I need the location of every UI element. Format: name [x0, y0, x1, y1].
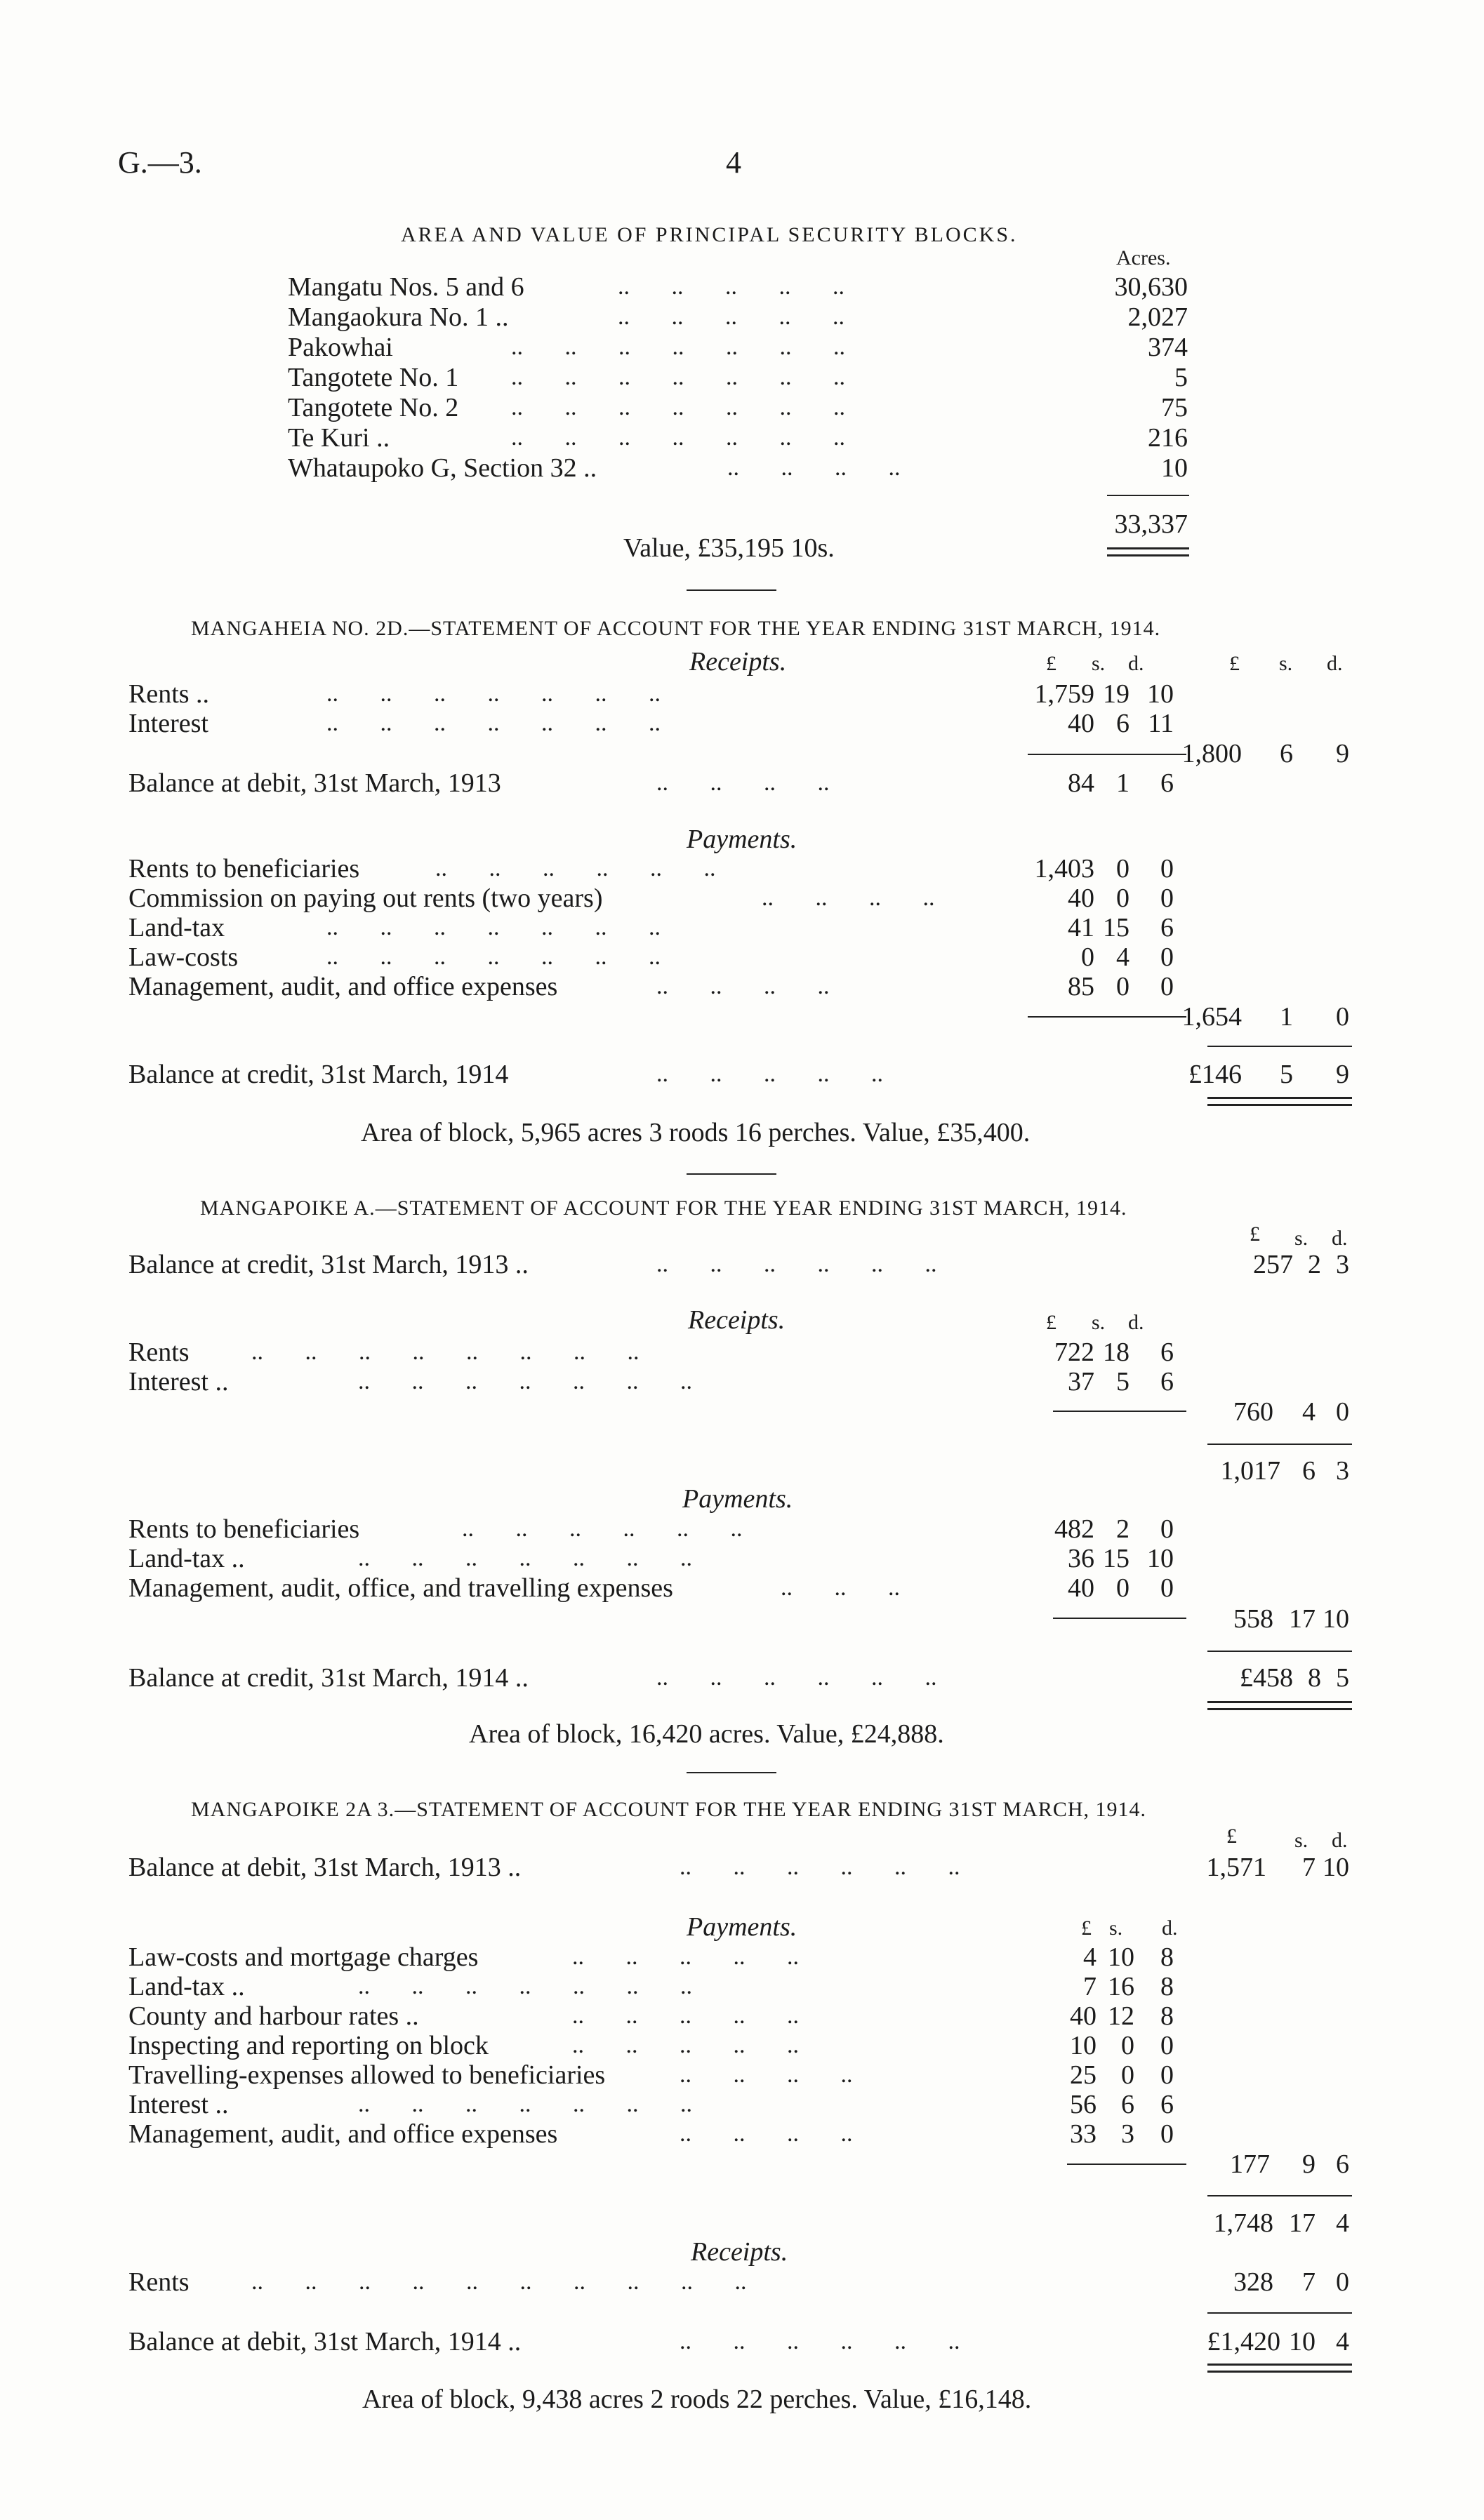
total-pounds: 1,800: [1181, 739, 1242, 768]
amount-pounds: 10: [1070, 2031, 1097, 2060]
total-shillings: 8: [1308, 1663, 1321, 1693]
ledger-label: Interest ..: [128, 2090, 229, 2119]
amount-pounds: 40: [1068, 709, 1094, 738]
col-shillings: s.: [1294, 1829, 1309, 1852]
ledger-label: Interest: [128, 709, 208, 738]
total-pounds: 1,654: [1181, 1002, 1242, 1032]
col-shillings: s.: [1109, 1916, 1123, 1940]
ledger-label: Law-costs and mortgage charges: [128, 1942, 479, 1972]
leader-dots: .. .. .. .. .. ..: [680, 1854, 960, 1880]
total-shillings: 1: [1280, 1002, 1293, 1032]
total-pence: 5: [1336, 1663, 1349, 1693]
statement-title: MANGAPOIKE A.—STATEMENT OF ACCOUNT FOR THE YEAR ENDING 31ST MARCH, 1914.: [200, 1196, 1127, 1220]
leader-dots: .. .. .. .. ..: [618, 274, 844, 300]
amount-pounds: 40: [1068, 884, 1094, 913]
amount-pounds: 482: [1054, 1514, 1094, 1544]
ledger-label: Balance at credit, 31st March, 1914 ..: [128, 1663, 529, 1693]
amount-pounds: 722: [1054, 1338, 1094, 1367]
amount-pence: 11: [1148, 709, 1174, 738]
ledger-label: Balance at debit, 31st March, 1914 ..: [128, 2327, 522, 2356]
amount-shillings: 5: [1116, 1367, 1129, 1396]
amount-pence: 8: [1160, 1972, 1174, 2001]
security-row-acres: 374: [1148, 333, 1188, 362]
leader-dots: .. .. .. .. .. .. ..: [326, 914, 661, 940]
section-divider: [687, 1772, 776, 1773]
double-rule: [1207, 1097, 1352, 1106]
amount-shillings: 2: [1116, 1514, 1129, 1544]
security-row-acres: 5: [1174, 363, 1188, 392]
amount-shillings: 0: [1121, 2060, 1134, 2090]
total-pence: 4: [1336, 2327, 1349, 2356]
amount-pounds: 33: [1070, 2119, 1097, 2149]
payments-heading: Payments.: [687, 825, 797, 854]
receipts-heading: Receipts.: [689, 647, 787, 676]
leader-dots: .. .. .. .. ..: [572, 2032, 799, 2058]
section-divider: [687, 589, 776, 591]
total-pence: 9: [1336, 739, 1349, 768]
rule: [1207, 1046, 1352, 1047]
security-row-name: Te Kuri ..: [288, 423, 390, 453]
total-pounds: 760: [1233, 1397, 1273, 1427]
total-pence: 4: [1336, 2208, 1349, 2238]
security-row-acres: 2,027: [1127, 302, 1188, 332]
total-pounds: £1,420: [1207, 2327, 1280, 2356]
leader-dots: .. .. .. .. .. .. ..: [358, 1973, 692, 1999]
amount-pence: 0: [1160, 2060, 1174, 2090]
ledger-label: Management, audit, office, and travelling expenses: [128, 1573, 673, 1603]
amount-pence: 8: [1160, 2001, 1174, 2031]
col-pence: d.: [1327, 652, 1343, 675]
security-row-name: Whataupoko G, Section 32 ..: [288, 453, 597, 483]
amount-shillings: 15: [1103, 913, 1129, 942]
ledger-label: Land-tax ..: [128, 1972, 245, 2001]
amount-pence: 0: [1160, 1573, 1174, 1603]
double-rule: [1107, 547, 1189, 556]
amount-shillings: 15: [1103, 1544, 1129, 1573]
leader-dots: .. .. .. .. .. .. .. ..: [251, 1339, 640, 1365]
document-code: G.—3.: [118, 145, 202, 180]
col-pounds: £: [1250, 1222, 1260, 1246]
security-row-acres: 30,630: [1114, 272, 1188, 302]
ledger-label: Travelling-expenses allowed to beneficiaries: [128, 2060, 606, 2090]
amount-shillings: 1: [1116, 768, 1129, 798]
ledger-label: Rents to beneficiaries: [128, 854, 360, 884]
ledger-label: Management, audit, and office expenses: [128, 2119, 558, 2149]
leader-dots: .. .. .. ..: [727, 455, 901, 481]
area-of-block: Area of block, 9,438 acres 2 roods 22 perches. Value, £16,148.: [362, 2385, 1032, 2414]
security-row-name: Tangotete No. 1: [288, 363, 459, 392]
total-pence: 0: [1336, 1002, 1349, 1032]
col-pounds: £: [1046, 652, 1056, 675]
col-pounds: £: [1229, 652, 1240, 675]
leader-dots: .. .. .. .. ..: [572, 1944, 799, 1970]
ledger-label: Management, audit, and office expenses: [128, 972, 558, 1001]
rule: [1067, 2164, 1186, 2165]
col-pence: d.: [1128, 652, 1144, 675]
amount-pounds: 56: [1070, 2090, 1097, 2119]
ledger-label: Rents to beneficiaries: [128, 1514, 360, 1544]
rule: [1053, 1618, 1186, 1619]
leader-dots: .. .. .. .. .. ..: [656, 1251, 937, 1277]
ledger-label: Rents ..: [128, 679, 210, 709]
col-shillings: s.: [1092, 1311, 1106, 1334]
total-pounds: £146: [1188, 1060, 1242, 1089]
acres-label: Acres.: [1116, 246, 1171, 269]
leader-dots: .. .. .. .. ..: [618, 304, 844, 330]
amount-shillings: 19: [1103, 679, 1129, 709]
ledger-label: County and harbour rates ..: [128, 2001, 419, 2031]
total-pence: 9: [1336, 1060, 1349, 1089]
amount-pounds: 40: [1070, 2001, 1097, 2031]
ledger-label: Balance at debit, 31st March, 1913: [128, 768, 501, 798]
ledger-label: Rents: [128, 1338, 190, 1367]
leader-dots: .. .. .. .. .. .. ..: [511, 425, 845, 451]
total-pounds: 328: [1233, 2267, 1273, 2297]
leader-dots: .. .. .. ..: [680, 2121, 853, 2147]
total-shillings: 10: [1289, 2327, 1316, 2356]
leader-dots: .. .. .. .. ..: [572, 2003, 799, 2029]
amount-pounds: 1,403: [1034, 854, 1094, 884]
leader-dots: .. .. .. .. .. ..: [680, 2328, 960, 2354]
amount-pounds: 41: [1068, 913, 1094, 942]
leader-dots: .. .. .. .. .. .. ..: [326, 944, 661, 970]
leader-dots: .. .. .. .. ..: [656, 1061, 883, 1087]
security-title: AREA AND VALUE OF PRINCIPAL SECURITY BLOCKS.: [401, 223, 1018, 246]
leader-dots: .. .. .. .. .. .. ..: [358, 1368, 692, 1394]
leader-dots: .. .. .. .. .. ..: [656, 1665, 937, 1691]
security-row-name: Tangotete No. 2: [288, 393, 459, 422]
total-shillings: 5: [1280, 1060, 1293, 1089]
col-shillings: s.: [1092, 652, 1106, 675]
leader-dots: .. .. .. ..: [656, 770, 830, 796]
rule: [1207, 2312, 1352, 2314]
total-pounds: 558: [1233, 1604, 1273, 1634]
amount-shillings: 12: [1108, 2001, 1134, 2031]
amount-shillings: 0: [1116, 884, 1129, 913]
amount-pounds: 37: [1068, 1367, 1094, 1396]
col-pounds: £: [1226, 1825, 1237, 1848]
receipts-heading: Receipts.: [691, 2237, 788, 2267]
total-pence: 3: [1336, 1456, 1349, 1486]
col-shillings: s.: [1294, 1227, 1309, 1250]
col-pence: d.: [1332, 1227, 1348, 1250]
ledger-label: Rents: [128, 2267, 190, 2297]
amount-pence: 6: [1160, 913, 1174, 942]
leader-dots: .. .. .. .. .. .. ..: [511, 364, 845, 390]
security-value: Value, £35,195 10s.: [623, 533, 835, 563]
section-divider: [687, 1173, 776, 1175]
amount-pence: 10: [1147, 1544, 1174, 1573]
total-pence: 0: [1336, 2267, 1349, 2297]
amount-pence: 0: [1160, 942, 1174, 972]
amount-pounds: 1,759: [1034, 679, 1094, 709]
ledger-label: Balance at credit, 31st March, 1913 ..: [128, 1250, 529, 1279]
security-row-acres: 75: [1161, 393, 1188, 422]
leader-dots: .. .. .. .. .. ..: [462, 1516, 743, 1542]
ledger-label: Balance at debit, 31st March, 1913 ..: [128, 1853, 522, 1882]
total-shillings: 6: [1280, 739, 1293, 768]
amount-pence: 0: [1160, 972, 1174, 1001]
amount-shillings: 6: [1121, 2090, 1134, 2119]
total-pounds: 177: [1230, 2149, 1270, 2179]
amount-pence: 0: [1160, 884, 1174, 913]
amount-pence: 0: [1160, 854, 1174, 884]
total-pounds: 257: [1253, 1250, 1293, 1279]
total-pounds: 1,017: [1220, 1456, 1280, 1486]
amount-pounds: 36: [1068, 1544, 1094, 1573]
rule: [1053, 1411, 1186, 1412]
rule: [1207, 1651, 1352, 1652]
security-row-acres: 216: [1148, 423, 1188, 453]
total-shillings: 6: [1302, 1456, 1316, 1486]
amount-pence: 6: [1160, 1338, 1174, 1367]
payments-heading: Payments.: [687, 1912, 797, 1942]
security-total: 33,337: [1114, 509, 1188, 539]
col-pounds: £: [1081, 1916, 1092, 1940]
amount-shillings: 4: [1116, 942, 1129, 972]
leader-dots: .. .. .. ..: [680, 2062, 853, 2088]
security-row-acres: 10: [1161, 453, 1188, 483]
leader-dots: .. .. .. .. .. .. ..: [511, 394, 845, 420]
security-row-name: Mangatu Nos. 5 and 6: [288, 272, 524, 302]
ledger-label: Commission on paying out rents (two years): [128, 884, 603, 913]
amount-shillings: 0: [1116, 1573, 1129, 1603]
total-shillings: 17: [1289, 2208, 1316, 2238]
leader-dots: .. .. .. ..: [762, 885, 935, 911]
amount-pence: 6: [1160, 1367, 1174, 1396]
amount-pounds: 0: [1081, 942, 1094, 972]
rule: [1028, 754, 1186, 755]
rule: [1028, 1016, 1186, 1018]
col-pence: d.: [1332, 1829, 1348, 1852]
double-rule: [1207, 2364, 1352, 2373]
total-pence: 10: [1323, 1853, 1349, 1882]
leader-dots: .. .. .. .. .. .. ..: [511, 334, 845, 360]
rule: [1207, 2195, 1352, 2196]
leader-dots: .. .. .. .. .. .. .. .. .. ..: [251, 2269, 747, 2295]
leader-dots: .. .. ..: [781, 1575, 900, 1601]
total-pounds: 1,748: [1213, 2208, 1273, 2238]
amount-pence: 6: [1160, 2090, 1174, 2119]
total-pounds: £458: [1240, 1663, 1293, 1693]
leader-dots: .. .. .. .. .. .. ..: [326, 681, 661, 707]
security-row-name: Pakowhai: [288, 333, 393, 362]
amount-shillings: 0: [1116, 972, 1129, 1001]
ledger-label: Law-costs: [128, 942, 239, 972]
total-pence: 3: [1336, 1250, 1349, 1279]
amount-shillings: 3: [1121, 2119, 1134, 2149]
ledger-label: Land-tax ..: [128, 1544, 245, 1573]
area-of-block: Area of block, 5,965 acres 3 roods 16 perches. Value, £35,400.: [361, 1118, 1031, 1147]
col-shillings: s.: [1279, 652, 1293, 675]
total-shillings: 2: [1308, 1250, 1321, 1279]
rule: [1107, 495, 1189, 496]
payments-heading: Payments.: [682, 1484, 793, 1514]
security-row-name: Mangaokura No. 1 ..: [288, 302, 509, 332]
leader-dots: .. .. .. .. .. ..: [435, 855, 716, 881]
leader-dots: .. .. .. .. .. .. ..: [358, 1545, 692, 1571]
amount-pence: 0: [1160, 2031, 1174, 2060]
amount-shillings: 10: [1108, 1942, 1134, 1972]
amount-shillings: 6: [1116, 709, 1129, 738]
amount-pounds: 7: [1083, 1972, 1097, 2001]
amount-pence: 6: [1160, 768, 1174, 798]
leader-dots: .. .. .. .. .. .. ..: [326, 710, 661, 736]
amount-shillings: 0: [1121, 2031, 1134, 2060]
amount-pounds: 4: [1083, 1942, 1097, 1972]
amount-pounds: 40: [1068, 1573, 1094, 1603]
amount-shillings: 0: [1116, 854, 1129, 884]
rule: [1207, 1444, 1352, 1445]
double-rule: [1207, 1701, 1352, 1710]
total-shillings: 7: [1302, 2267, 1316, 2297]
total-shillings: 9: [1302, 2149, 1316, 2179]
amount-shillings: 18: [1103, 1338, 1129, 1367]
amount-pounds: 84: [1068, 768, 1094, 798]
statement-title: MANGAHEIA NO. 2D.—STATEMENT OF ACCOUNT FOR THE YEAR ENDING 31ST MARCH, 1914.: [191, 617, 1161, 640]
amount-pence: 8: [1160, 1942, 1174, 1972]
total-pounds: 1,571: [1206, 1853, 1266, 1882]
amount-pence: 0: [1160, 2119, 1174, 2149]
col-pounds: £: [1046, 1311, 1056, 1334]
area-of-block: Area of block, 16,420 acres. Value, £24,888.: [469, 1719, 944, 1749]
amount-pence: 10: [1147, 679, 1174, 709]
total-pence: 0: [1336, 1397, 1349, 1427]
total-shillings: 4: [1302, 1397, 1316, 1427]
amount-pence: 0: [1160, 1514, 1174, 1544]
leader-dots: .. .. .. ..: [656, 973, 830, 999]
col-pence: d.: [1162, 1916, 1178, 1940]
ledger-label: Interest ..: [128, 1367, 229, 1396]
total-pence: 6: [1336, 2149, 1349, 2179]
leader-dots: .. .. .. .. .. .. ..: [358, 2091, 692, 2117]
total-pence: 10: [1323, 1604, 1349, 1634]
ledger-label: Inspecting and reporting on block: [128, 2031, 489, 2060]
page-number: 4: [726, 145, 741, 180]
amount-pounds: 25: [1070, 2060, 1097, 2090]
total-shillings: 7: [1302, 1853, 1316, 1882]
total-shillings: 17: [1289, 1604, 1316, 1634]
col-pence: d.: [1128, 1311, 1144, 1334]
amount-pounds: 85: [1068, 972, 1094, 1001]
ledger-label: Balance at credit, 31st March, 1914: [128, 1060, 509, 1089]
amount-shillings: 16: [1108, 1972, 1134, 2001]
ledger-label: Land-tax: [128, 913, 225, 942]
statement-title: MANGAPOIKE 2A 3.—STATEMENT OF ACCOUNT FOR THE YEAR ENDING 31ST MARCH, 1914.: [191, 1798, 1147, 1821]
receipts-heading: Receipts.: [688, 1305, 786, 1335]
